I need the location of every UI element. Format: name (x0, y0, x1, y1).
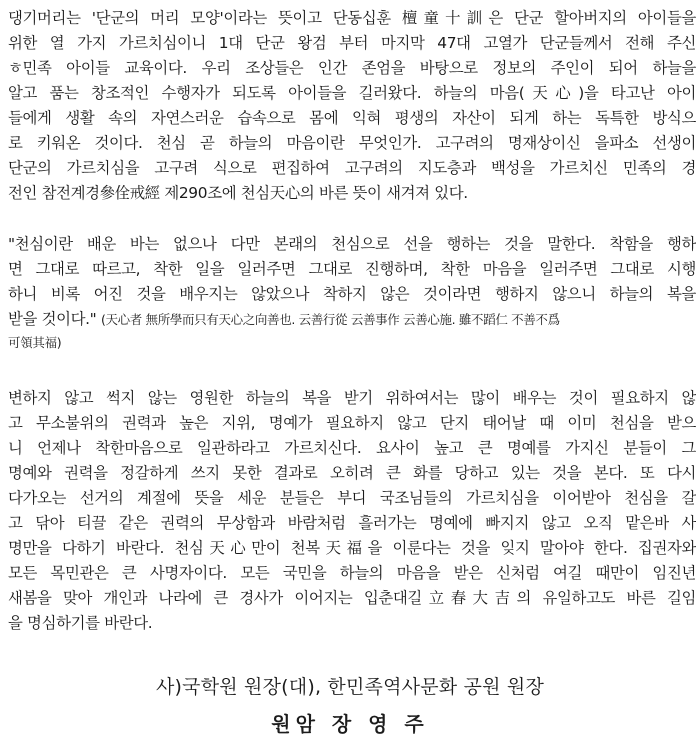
paragraph-3 (8, 386, 696, 636)
hanja-original-text: (天心者 無所學而只有天心之向善也. 云善行從 云善事作 云善心施. 雖不蹈仁 不善不爲 (100, 312, 560, 327)
paragraph-1-line: ㅎ민족 아이들 교육이다. 우리 조상들은 인간 존엄을 바탕으로 정보의 주인이 되어 하늘을 (8, 59, 696, 77)
paragraph-2-quote (8, 232, 696, 354)
paragraph-1-line: 위한 열 가지 가르치심이니 1대 단군 왕검 부터 마지막 47대 고열가 단군들께서 전해 주신 (8, 34, 696, 52)
paragraph-3-line: 새봄을 맞아 개인과 나라에 큰 경사가 이어지는 입춘대길立春大吉의 유일하고도 바른 길임 (8, 589, 696, 607)
paragraph-1 (8, 6, 696, 206)
paragraph-3-line: 명예와 권력을 정갈하게 쓰지 못한 결과로 오히려 큰 화를 당하고 있는 것을 본다. 또 다시 (8, 464, 696, 482)
author-name: 원암 장 영 주 (271, 712, 429, 736)
quote-closing-text: 받을 것이다." (8, 310, 97, 328)
paragraph-3-line: 명만을 다하기 바란다. 천심天心만이 천복天福을 이룬다는 것을 잊지 말아야 한다. 집권자와 (8, 539, 696, 557)
quote-last-line (8, 307, 696, 332)
hanja-original-text-end: 可領其福) (8, 335, 62, 350)
author-title: 사)국학원 원장(대), 한민족역사문화 공원 원장 (155, 676, 544, 698)
paragraph-1-line: 댕기머리는 '단군의 머리 모양'이라는 뜻이고 단동십훈 檀童十訓은 단군 할아버지의 아이들을 (8, 9, 696, 27)
paragraph-1-line: 단군의 가르치심을 고구려 식으로 편집하여 고구려의 지도층과 백성을 가르치신 민족의 경 (8, 159, 696, 177)
quote-line: "천심이란 배운 바는 없으나 다만 본래의 천심으로 선을 행하는 것을 말한다. 착함을 행하 (8, 235, 696, 253)
paragraph-3-line: 다가오는 선거의 계절에 뜻을 세운 분들은 부디 국조님들의 가르치심을 이어받아 천심을 갈 (8, 489, 696, 507)
quote-line: 면 그대로 따르고, 착한 일을 일러주면 그대로 진행하며, 착한 마음을 일러주면 그대로 시행 (8, 260, 696, 278)
paragraph-1-line: 알고 품는 창조적인 수행자가 되도록 아이들을 길러왔다. 하늘의 마음(天心)을 타고난 아이 (8, 84, 696, 102)
paragraph-3-line: 고 무소불위의 권력과 높은 지위, 명예가 필요하지 않고 단지 태어날 때 이미 천심을 받으 (8, 414, 696, 432)
paragraph-1-last-line: 전인 참전계경參佺戒經 제290조에 천심天心의 바른 뜻이 새겨져 있다. (8, 184, 468, 202)
paragraph-3-line: 모든 목민관은 큰 사명자이다. 모든 국민을 하늘의 마음을 받은 신처럼 여길 때만이 임진년 (8, 564, 696, 582)
paragraph-3-last-line: 을 명심하기를 바란다. (8, 614, 153, 632)
paragraph-1-line: 로 키워온 것이다. 천심 곧 하늘의 마음이란 무엇인가. 고구려의 명재상이신 을파소 선생이 (8, 134, 696, 152)
quote-line: 하니 비록 어진 것을 배우지는 않았으나 착하지 않은 것이라면 행하지 않으니 하늘의 복을 (8, 285, 696, 303)
paragraph-3-line: 변하지 않고 썩지 않는 영원한 하늘의 복을 받기 위하여서는 많이 배우는 것이 필요하지 않 (8, 389, 696, 407)
paragraph-1-line: 들에게 생활 속의 자연스러운 습속으로 몸에 익혀 평생의 자산이 되게 하는 독특한 방식으 (8, 109, 696, 127)
paragraph-3-line: 고 닦아 티끌 같은 권력의 무상함과 바람처럼 흘러가는 명예에 빠지지 않고 오직 맡은바 사 (8, 514, 696, 532)
paragraph-3-line: 니 언제나 착한마음으로 일관하라고 가르치신다. 요사이 높고 큰 명예를 가지신 분들이 그 (8, 439, 696, 457)
